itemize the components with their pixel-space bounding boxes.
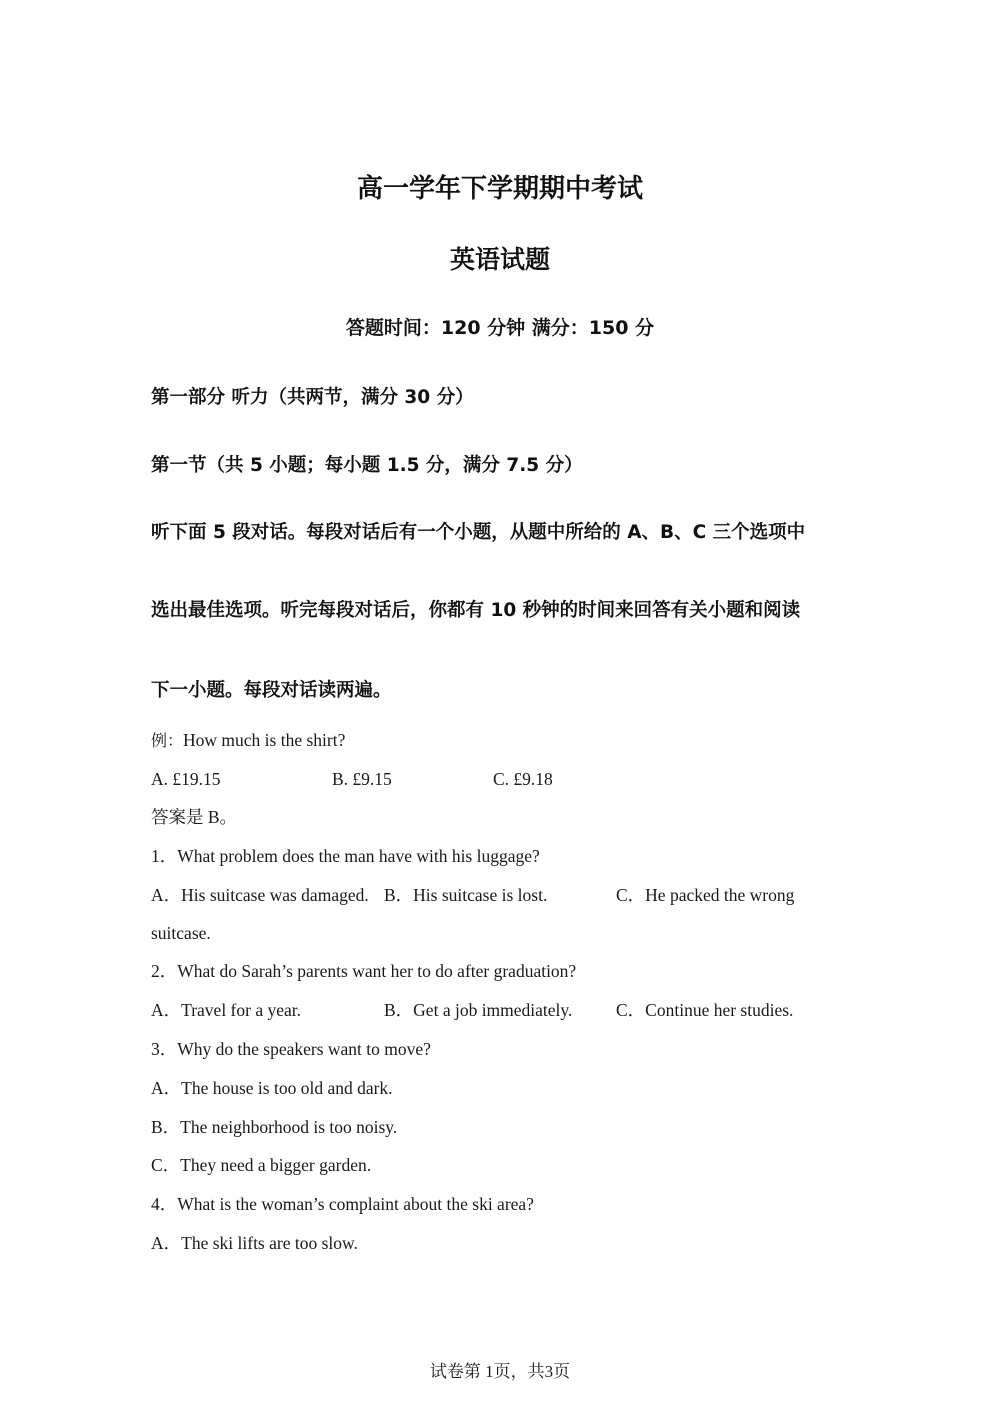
example-question <box>151 729 345 752</box>
example-label: 例： <box>151 731 184 750</box>
exam-title: 高一学年下学期期中考试 <box>356 174 643 204</box>
question-2-stem: 2．What do Sarah’s parents want her to do after graduation? <box>151 961 577 981</box>
question-3-option-b: B．The neighborhood is too noisy. <box>151 1117 398 1137</box>
part-one-heading: 第一部分 听力（共两节，满分 30 分） <box>151 387 474 408</box>
exam-time-and-score: 答题时间：120 分钟 满分：150 分 <box>345 317 655 339</box>
question-4-stem: 4．What is the woman’s complaint about the ski area? <box>151 1194 534 1214</box>
instructions-line-3: 下一小题。每段对话读两遍。 <box>151 680 392 701</box>
example-option-c: C. £9.18 <box>493 769 553 789</box>
question-3-stem: 3．Why do the speakers want to move? <box>151 1039 431 1059</box>
example-option-a: A. £19.15 <box>151 769 221 789</box>
question-3-option-c: C．They need a bigger garden. <box>151 1155 372 1175</box>
question-2-option-b: B．Get a job immediately. <box>384 1000 573 1020</box>
example-prompt: How much is the shirt? <box>183 730 346 750</box>
instructions-line-2: 选出最佳选项。听完每段对话后，你都有 10 秒钟的时间来回答有关小题和阅读 <box>151 600 801 621</box>
question-1-option-c-continuation: suitcase. <box>151 923 211 943</box>
question-2-option-c: C．Continue her studies. <box>616 1000 794 1020</box>
instructions-line-1: 听下面 5 段对话。每段对话后有一个小题，从题中所给的 A、B、C 三个选项中 <box>151 522 806 543</box>
page-footer: 试卷第 1页，共3页 <box>429 1362 571 1381</box>
question-2-option-a: A．Travel for a year. <box>151 1000 302 1020</box>
question-1-stem: 1．What problem does the man have with his luggage? <box>151 846 540 866</box>
question-4-option-a: A．The ski lifts are too slow. <box>151 1233 358 1253</box>
example-option-b: B. £9.15 <box>332 769 392 789</box>
question-1-option-b: B．His suitcase is lost. <box>384 885 548 905</box>
question-3-option-a: A．The house is too old and dark. <box>151 1078 393 1098</box>
section-one-heading: 第一节（共 5 小题；每小题 1.5 分，满分 7.5 分） <box>151 455 583 476</box>
example-answer: 答案是 B。 <box>151 807 238 827</box>
question-1-option-a: A．His suitcase was damaged. <box>151 885 369 905</box>
question-1-option-c: C．He packed the wrong <box>616 885 795 905</box>
exam-subtitle: 英语试题 <box>449 245 550 274</box>
